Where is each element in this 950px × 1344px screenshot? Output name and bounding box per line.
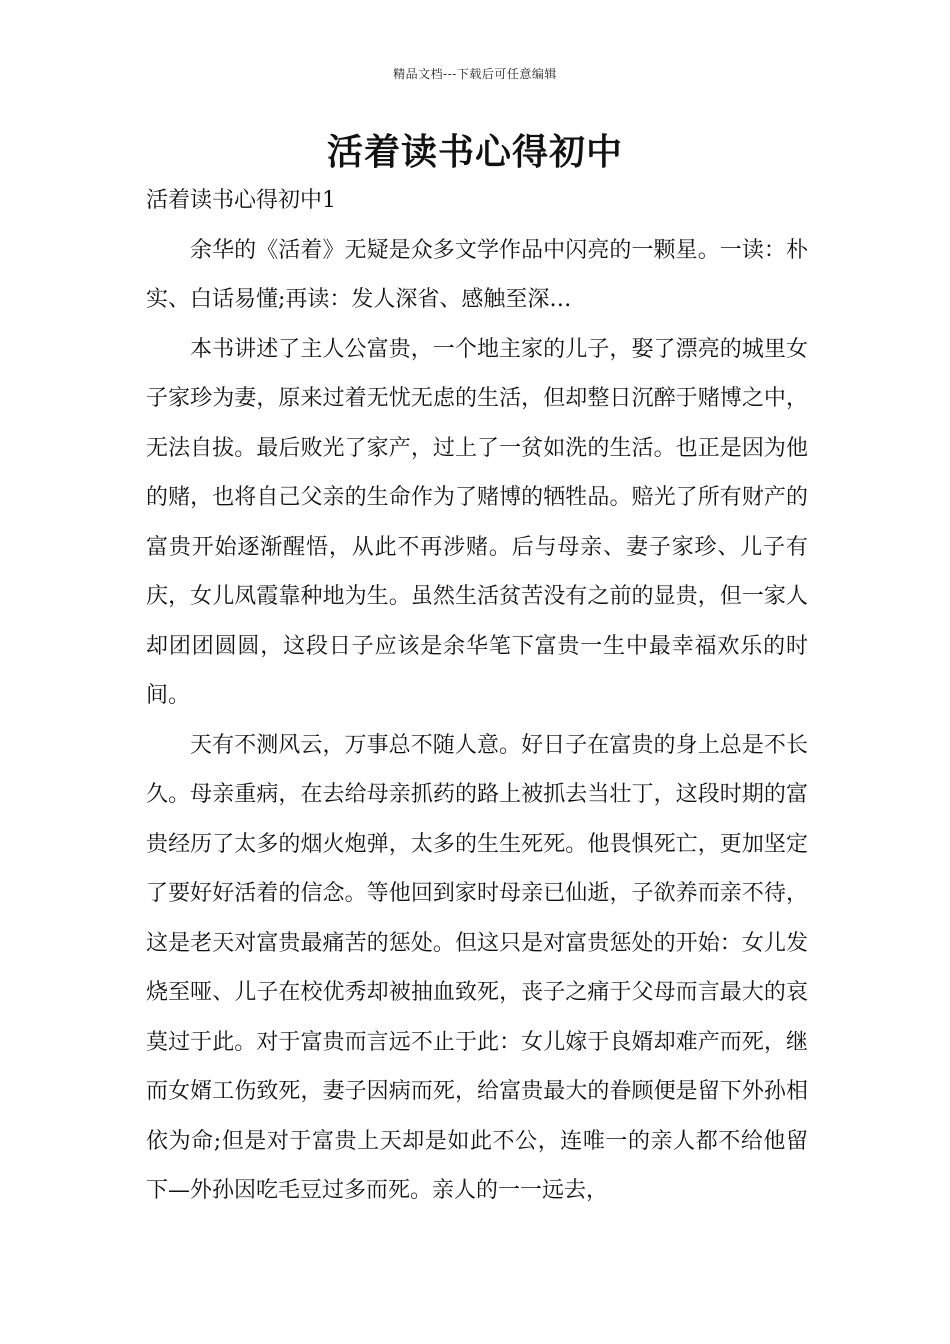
paragraph-2: 本书讲述了主人公富贵，一个地主家的儿子，娶了漂亮的城里女子家珍为妻，原来过着无忧无虑的生活，但却整日沉醉于赌博之中，无法自拔。最后败光了家产，过上了一贫如洗的生活。也正是因为他的赌，也将自己父亲的生命作为了赌博的牺牲品。赔光了所有财产的富贵开始逐渐醒悟，从此不再涉赌。后与母亲、妻子家珍、儿子有庆，女儿凤霞靠种地为生。虽然生活贫苦没有之前的显贵，但一家人却团团圆圆，这段日子应该是余华笔下富贵一生中最幸福欢乐的时间。 [146, 336, 808, 708]
section-heading: 活着读书心得初中1 [146, 188, 336, 213]
document-body [146, 176, 808, 1216]
paragraph-3: 天有不测风云，万事总不随人意。好日子在富贵的身上总是不长久。母亲重病，在去给母亲抓药的路上被抓去当壮丁，这段时期的富贵经历了太多的烟火炮弹，太多的生生死死。他畏惧死亡，更加坚定了要好好活着的信念。等他回到家时母亲已仙逝，子欲养而亲不待，这是老天对富贵最痛苦的惩处。但这只是对富贵惩处的开始：女儿发烧至哑、儿子在校优秀却被抽血致死，丧子之痛于父母而言最大的哀莫过于此。对于富贵而言远不止于此：女儿嫁于良婿却难产而死，继而女婿工伤致死，妻子因病而死，给富贵最大的眷顾便是留下外孙相依为命;但是对于富贵上天却是如此不公，连唯一的亲人都不给他留下—外孙因吃毛豆过多而死。亲人的一一远去， [146, 732, 808, 1203]
header-note: 精品文档---下载后可任意编辑 [393, 67, 557, 81]
document-title: 活着读书心得初中 [326, 131, 623, 173]
paragraph-1: 余华的《活着》无疑是众多文学作品中闪亮的一颗星。一读：朴实、白话易懂;再读：发人深省、感触至深… [146, 237, 808, 312]
